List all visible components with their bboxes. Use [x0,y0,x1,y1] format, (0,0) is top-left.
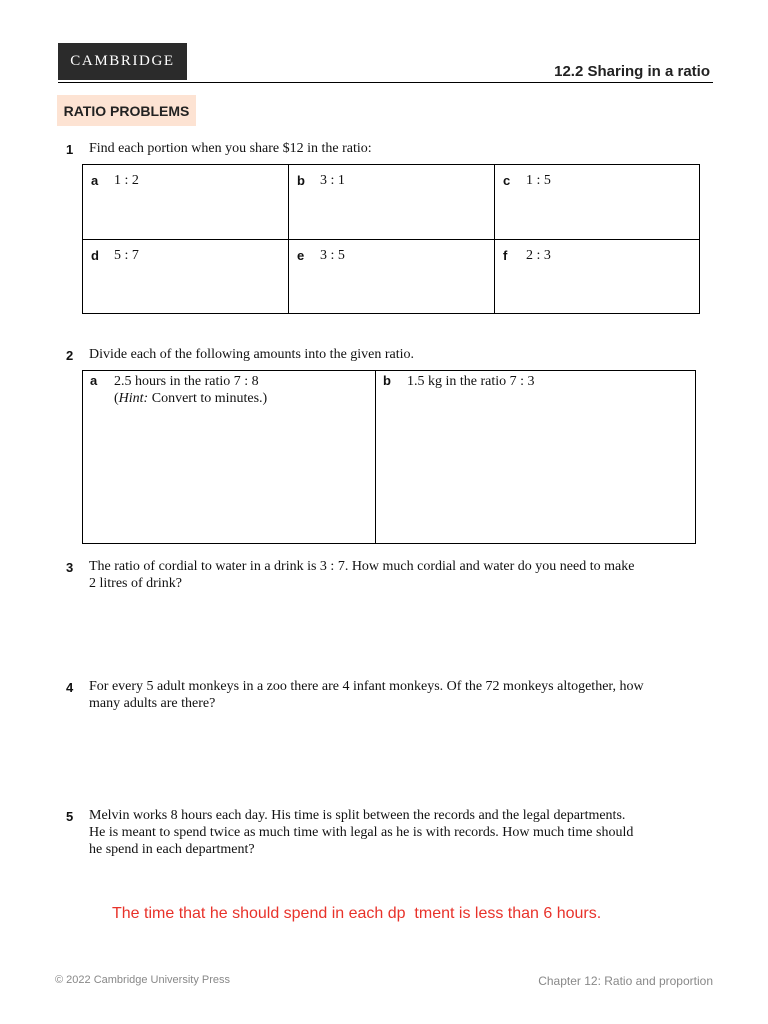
hint-open: ( [114,391,119,406]
footer-copyright: © 2022 Cambridge University Press [55,974,231,986]
question-5-line: Melvin works 8 hours each day. His time is split between the records and the legal departments. [89,808,626,823]
q1-part-label: f [503,248,508,263]
question-4-line: many adults are there? [89,696,216,711]
q2-part-a-line: 2.5 hours in the ratio 7 : 8 [114,374,259,389]
question-3-text [89,558,709,592]
q2-part-text [114,373,267,407]
question-4-text [89,678,709,712]
question-1-answer-grid [82,164,700,314]
q2-part-b-line: 1.5 kg in the ratio 7 : 3 [407,374,535,389]
q1-part-ratio: 2 : 3 [526,248,551,263]
question-3-line: The ratio of cordial to water in a drink is 3 : 7. How much cordial and water do you need to make [89,559,635,574]
question-5-number: 5 [66,809,74,824]
footer-chapter: Chapter 12: Ratio and proportion [538,974,713,988]
hint-word: Hint: [118,391,149,406]
q2-part-a-hint [114,390,267,407]
section-badge: RATIO PROBLEMS [57,95,196,126]
q1-cell-e[interactable] [289,240,495,313]
q1-part-label: e [297,248,305,263]
question-4-line: For every 5 adult monkeys in a zoo there are 4 infant monkeys. Of the 72 monkeys altogether, how [89,679,644,694]
q1-part-label: c [503,173,511,188]
q1-cell-c[interactable] [495,165,699,240]
q1-part-ratio: 1 : 5 [526,173,551,188]
q2-part-text [407,373,535,390]
student-answer-text[interactable]: The time that he should spend in each dp tment is less than 6 hours. [112,905,602,922]
question-4-number: 4 [66,680,74,695]
hint-rest: Convert to minutes.) [148,391,268,406]
q1-part-label: b [297,173,305,188]
q2-part-label: b [383,373,391,388]
q2-part-label: a [90,373,98,388]
q1-part-label: d [91,248,99,263]
question-5-text [89,807,709,858]
q1-part-label: a [91,173,99,188]
q1-cell-a[interactable] [83,165,289,240]
section-title: 12.2 Sharing in a ratio [554,63,710,80]
q1-cell-d[interactable] [83,240,289,313]
q1-part-ratio: 3 : 1 [320,173,345,188]
q1-part-ratio: 3 : 5 [320,248,345,263]
question-2-text: Divide each of the following amounts into the given ratio. [89,347,415,362]
q1-part-ratio: 1 : 2 [114,173,139,188]
question-5-line: He is meant to spend twice as much time with legal as he is with records. How much time should [89,825,634,840]
header-divider [58,82,713,83]
q1-cell-b[interactable] [289,165,495,240]
question-5-line: he spend in each department? [89,842,255,857]
q2-cell-a[interactable] [83,371,376,543]
question-1-text: Find each portion when you share $12 in the ratio: [89,141,372,156]
question-2-number: 2 [66,348,74,363]
question-1-number: 1 [66,142,74,157]
q2-cell-b[interactable] [376,371,695,543]
question-2-answer-grid [82,370,696,544]
question-3-number: 3 [66,560,74,575]
question-3-line: 2 litres of drink? [89,576,182,591]
cambridge-logo: CAMBRIDGE [58,43,187,80]
q1-part-ratio: 5 : 7 [114,248,139,263]
q1-cell-f[interactable] [495,240,699,313]
